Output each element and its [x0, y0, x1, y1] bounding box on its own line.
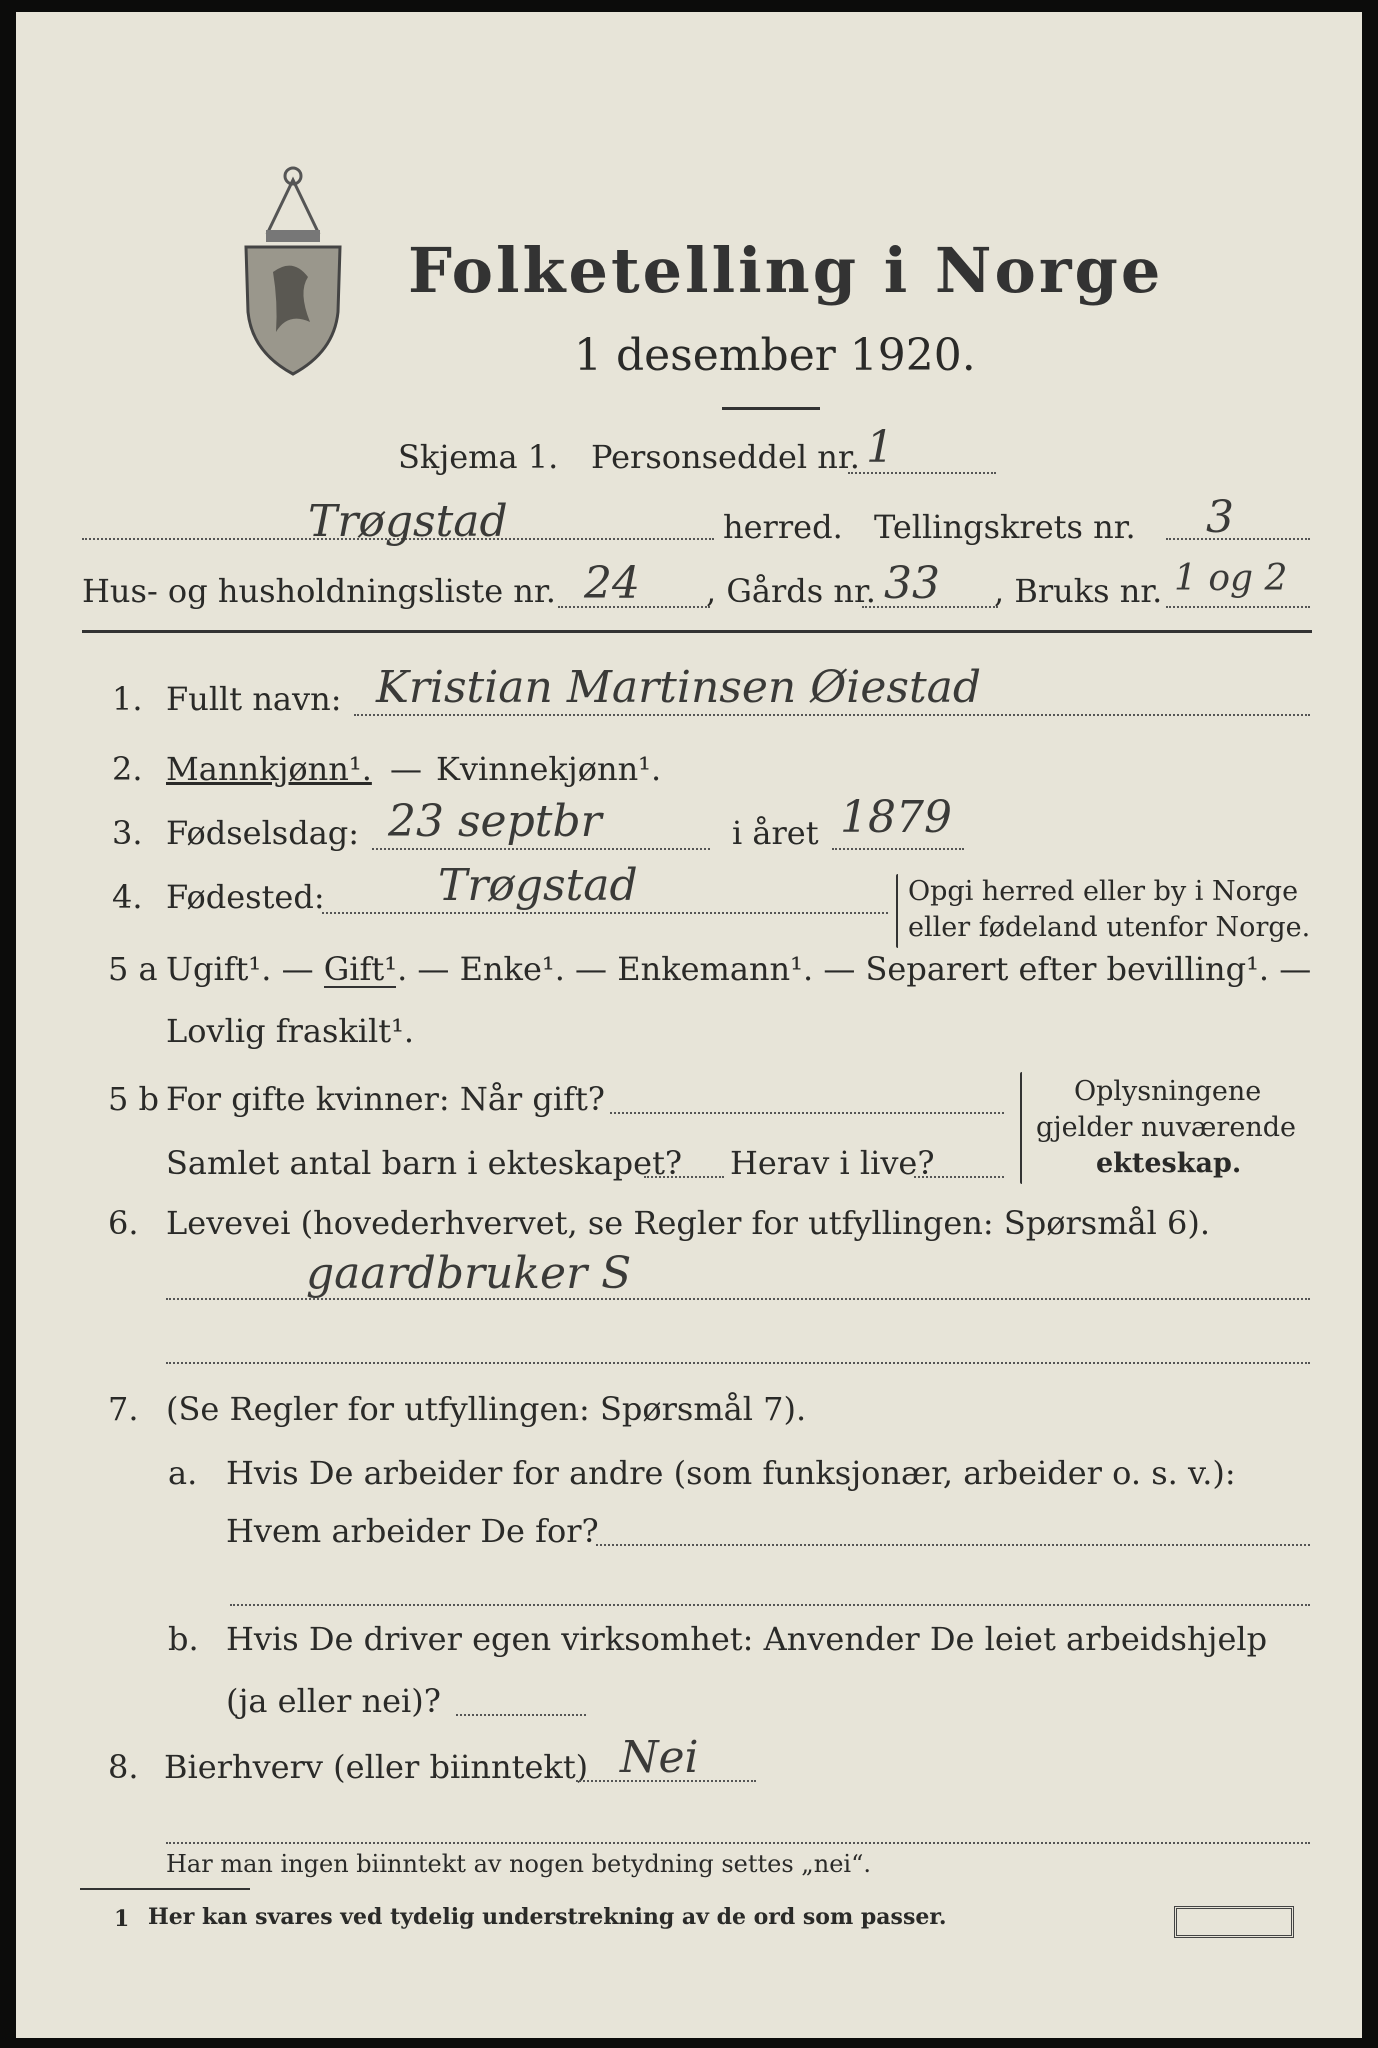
schema-label: Skjema 1.: [398, 438, 559, 476]
q3-number: 3.: [112, 814, 143, 852]
full-name-value: Kristian Martinsen Øiestad: [376, 662, 982, 713]
form-date: 1 desember 1920.: [574, 330, 976, 381]
bruks-value: 1 og 2: [1174, 558, 1288, 599]
marriage-note-3: ekteskap.: [1096, 1148, 1242, 1179]
children-alive-label: Herav i live?: [730, 1144, 935, 1182]
marital-status-divorced: Lovlig fraskilt¹.: [166, 1012, 415, 1050]
q7a-mark: a.: [168, 1454, 198, 1492]
footnote-mark: 1: [114, 1906, 130, 1932]
male-option: Mannkjønn¹.: [166, 750, 372, 788]
birthplace-note-1: Opgi herred eller by i Norge: [908, 876, 1299, 907]
female-option: Kvinnekjønn¹.: [436, 750, 662, 788]
side-income-note: Har man ingen biinntekt av nogen betydning settes „nei“.: [166, 1850, 871, 1878]
year-label: i året: [732, 814, 819, 852]
q5b-number: 5 b: [108, 1080, 160, 1118]
birth-year-value: 1879: [840, 792, 952, 843]
birthplace-note-2: eller fødeland utenfor Norge.: [908, 912, 1311, 943]
q6-number: 6.: [108, 1204, 139, 1242]
census-form: [16, 12, 1362, 2038]
hus-label: Hus- og husholdningsliste nr.: [82, 572, 556, 610]
hired-help-label: (ja eller nei)?: [226, 1682, 441, 1720]
side-income-label: Bierhverv (eller biinntekt): [164, 1748, 589, 1786]
marriage-note-1: Oplysningene: [1074, 1076, 1262, 1107]
q1-number: 1.: [112, 680, 143, 718]
q7a-question: Hvis De arbeider for andre (som funksjonær, arbeider o. s. v.):: [226, 1454, 1236, 1492]
personseddel-value: 1: [866, 422, 894, 473]
printer-stamp-icon: [1174, 1906, 1294, 1938]
herred-value: Trøgstad: [308, 496, 508, 547]
q7-label: (Se Regler for utfyllingen: Spørsmål 7).: [166, 1390, 807, 1428]
herred-label: herred.: [723, 508, 843, 546]
q4-label: Fødested:: [166, 878, 325, 916]
personseddel-label: Personseddel nr.: [591, 438, 860, 476]
q3-label: Fødselsdag:: [166, 814, 360, 852]
gards-value: 33: [884, 558, 940, 609]
footnote-text: Her kan svares ved tydelig understrekning av de ord som passer.: [148, 1904, 947, 1930]
q5a-number: 5 a: [108, 950, 158, 988]
q7b-question: Hvis De driver egen virksomhet: Anvender De leiet arbeidshjelp: [226, 1620, 1268, 1658]
married-when-label: For gifte kvinner: Når gift?: [166, 1080, 605, 1118]
children-count-label: Samlet antal barn i ekteskapet?: [166, 1144, 683, 1182]
q8-number: 8.: [108, 1748, 139, 1786]
q7b-mark: b.: [168, 1620, 199, 1658]
occupation-label: Levevei (hovederhvervet, se Regler for utfyllingen: Spørsmål 6).: [166, 1204, 1211, 1242]
q2-number: 2.: [112, 750, 143, 788]
side-income-value: Nei: [620, 1732, 699, 1783]
q1-label: Fullt navn:: [166, 680, 342, 718]
form-title: Folketelling i Norge: [408, 234, 1164, 307]
employer-label: Hvem arbeider De for?: [226, 1512, 599, 1550]
marriage-note-2: gjelder nuværende: [1036, 1112, 1296, 1143]
q4-number: 4.: [112, 878, 143, 916]
coat-of-arms-icon: [238, 162, 348, 377]
gards-label: , Gårds nr.: [706, 572, 876, 610]
hus-value: 24: [584, 558, 640, 609]
birthplace-value: Trøgstad: [438, 860, 638, 911]
occupation-value: gaardbruker S: [306, 1248, 632, 1299]
birthday-value: 23 septbr: [388, 796, 602, 847]
tellingskrets-value: 3: [1206, 492, 1234, 543]
tellingskrets-label: Tellingskrets nr.: [874, 508, 1136, 546]
marital-status-options: Ugift¹. — Gift¹. — Enke¹. — Enkemann¹. — Separert efter bevilling¹. —: [166, 950, 1312, 988]
bruks-label: , Bruks nr.: [994, 572, 1163, 610]
q2-separator: —: [390, 750, 422, 788]
q7-number: 7.: [108, 1390, 139, 1428]
